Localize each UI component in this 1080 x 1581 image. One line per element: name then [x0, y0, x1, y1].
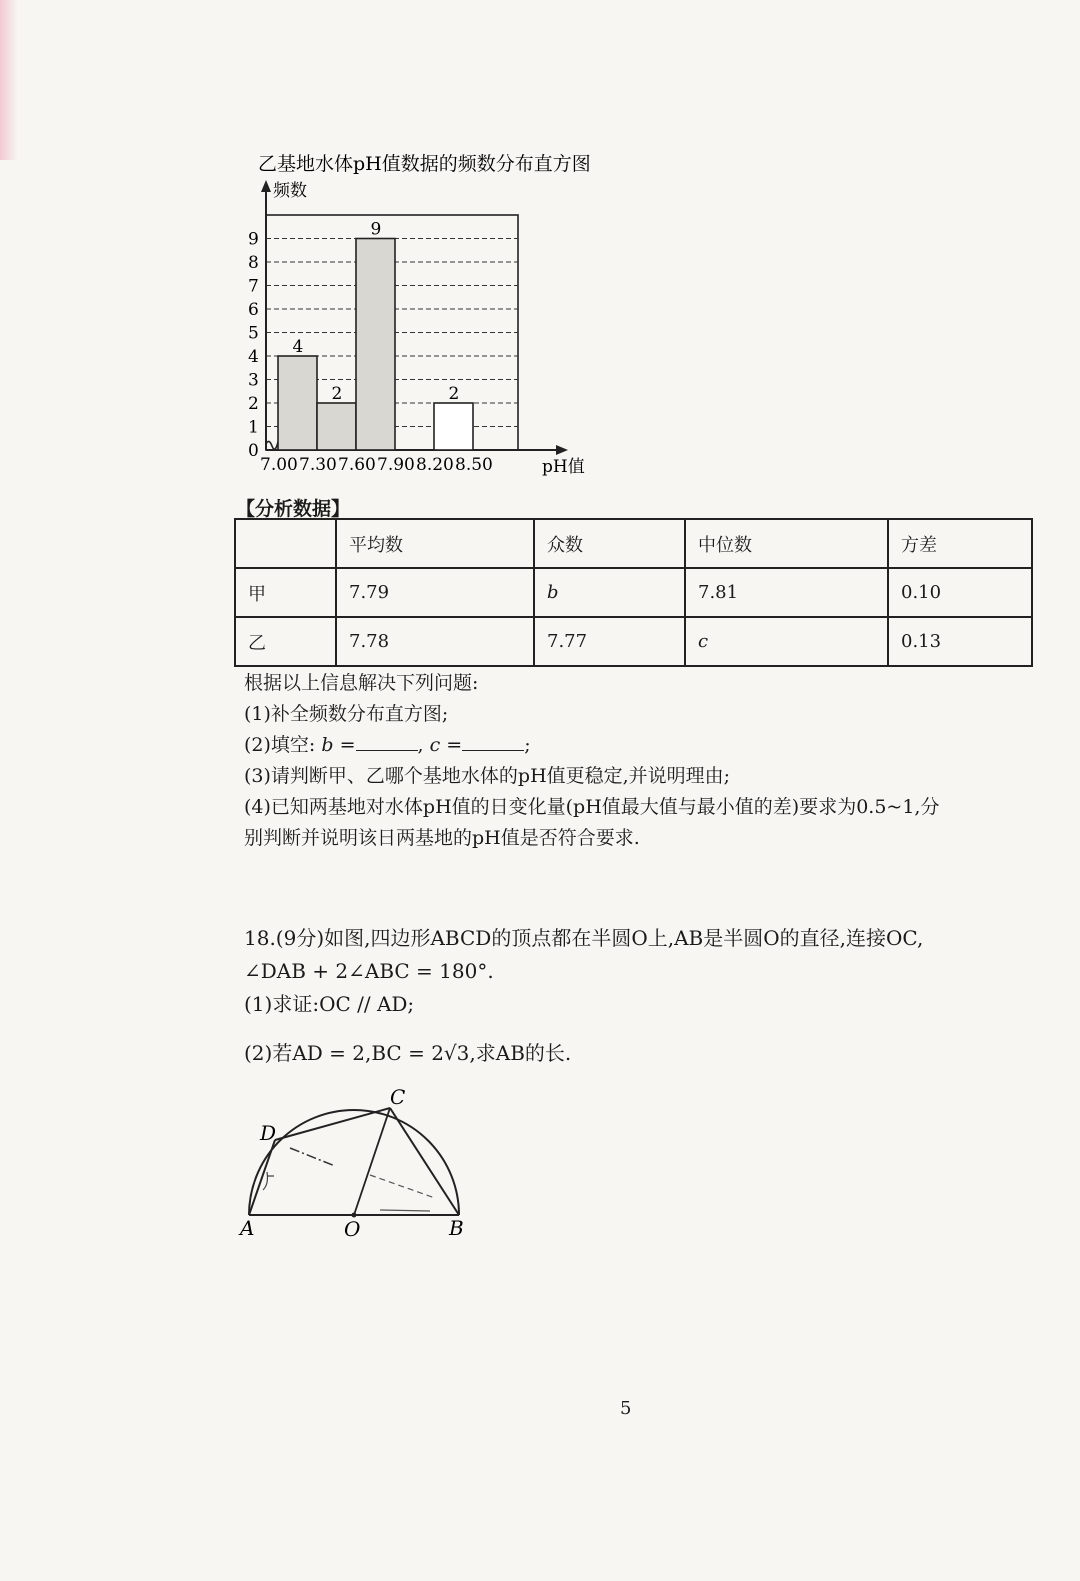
table-cell: 0.13 — [888, 617, 1032, 666]
x-tick-label: 8.50 — [455, 455, 493, 475]
y-tick-label: 2 — [248, 394, 259, 414]
q18-part2: (2)若AD = 2,BC = 2√3,求AB的长. — [244, 1041, 572, 1065]
y-tick-label: 3 — [248, 370, 259, 391]
table-header-row — [235, 519, 1032, 568]
pencil-mark — [263, 1172, 274, 1190]
y-tick-label: 7 — [248, 276, 259, 297]
bar-value-label: 9 — [370, 219, 382, 240]
questions-intro: 根据以上信息解决下列问题: — [244, 672, 479, 694]
table-cell: 7.79 — [336, 568, 534, 617]
histogram-chart — [236, 150, 616, 485]
table-row — [235, 568, 1032, 617]
question-2: (2)填空: b = , c = ; — [244, 734, 531, 756]
x-tick-label: 8.20 — [416, 455, 454, 475]
label-b: B — [449, 1216, 464, 1240]
semicircle-figure — [230, 1080, 490, 1250]
answer-blank-c — [462, 732, 524, 751]
bar-value-label: 4 — [292, 337, 304, 357]
question-2-prefix: (2)填空: — [244, 734, 316, 756]
question-4-line1: (4)已知两基地对水体pH值的日变化量(pH值最大值与最小值的差)要求为0.5~1,分 — [244, 796, 940, 818]
y-tick-label: 6 — [248, 300, 259, 320]
histogram-bar — [356, 239, 395, 451]
y-tick-label: 1 — [248, 417, 259, 438]
y-tick-label: 8 — [248, 253, 259, 273]
table-header: 中位数 — [685, 519, 888, 568]
x-axis-label: pH值 — [542, 457, 585, 477]
segment-ad — [249, 1140, 275, 1215]
y-tick-label: 5 — [248, 323, 259, 344]
histogram-bar — [278, 356, 317, 450]
question-1: (1)补全频数分布直方图; — [244, 703, 449, 725]
questions-block — [244, 668, 1024, 854]
x-tick-label: 7.00 — [260, 455, 298, 475]
label-c: C — [390, 1085, 406, 1109]
answer-blank-b — [356, 732, 418, 751]
y-tick-label: 0 — [248, 441, 259, 461]
x-tick-label: 7.60 — [338, 455, 376, 475]
table-header: 方差 — [888, 519, 1032, 568]
q18-line2: ∠DAB + 2∠ABC = 180°. — [244, 959, 494, 983]
chart-title: 乙基地水体pH值数据的频数分布直方图 — [258, 153, 591, 175]
y-axis-label: 频数 — [273, 181, 307, 201]
question-3: (3)请判断甲、乙哪个基地水体的pH值更稳定,并说明理由; — [244, 765, 731, 787]
label-o: O — [344, 1217, 361, 1241]
semicircle-arc — [249, 1110, 459, 1215]
table-cell: 乙 — [235, 617, 336, 666]
table-cell: 7.77 — [534, 617, 685, 666]
pencil-mark — [290, 1148, 335, 1166]
y-axis-arrow — [261, 180, 271, 192]
edge-mark — [0, 0, 18, 160]
label-d: D — [260, 1121, 277, 1145]
table-header: 平均数 — [336, 519, 534, 568]
question-18 — [244, 922, 1044, 1070]
question-2-b: b = — [321, 734, 356, 756]
table-cell: 7.78 — [336, 617, 534, 666]
axis-break — [266, 441, 278, 450]
segment-oc — [354, 1108, 390, 1215]
bar-value-label: 2 — [448, 384, 460, 404]
table-row — [235, 617, 1032, 666]
question-2-c: c = — [429, 734, 463, 756]
table-header — [235, 519, 336, 568]
bar-value-label: 2 — [331, 384, 343, 404]
analysis-table — [234, 518, 1033, 667]
table-cell: c — [685, 617, 888, 666]
table-cell: 0.10 — [888, 568, 1032, 617]
table-header: 众数 — [534, 519, 685, 568]
page-number: 5 — [620, 1398, 632, 1419]
pencil-mark — [380, 1210, 430, 1211]
histogram-bar — [434, 403, 473, 450]
analysis-title: 【分析数据】 — [236, 498, 351, 520]
label-a: A — [240, 1216, 255, 1240]
table-cell: b — [534, 568, 685, 617]
segment-cb — [390, 1108, 459, 1215]
y-tick-label: 9 — [248, 229, 259, 250]
y-tick-label: 4 — [248, 347, 259, 367]
x-axis-arrow — [556, 445, 568, 455]
q18-part1: (1)求证:OC // AD; — [244, 992, 415, 1016]
histogram-bar — [317, 403, 356, 450]
table-cell: 7.81 — [685, 568, 888, 617]
question-4-line2: 别判断并说明该日两基地的pH值是否符合要求. — [244, 827, 640, 849]
x-tick-label: 7.30 — [299, 455, 337, 475]
q18-line1: 18.(9分)如图,四边形ABCD的顶点都在半圆O上,AB是半圆O的直径,连接OC, — [244, 926, 924, 950]
x-tick-label: 7.90 — [377, 455, 415, 475]
pencil-mark — [370, 1175, 435, 1198]
table-cell: 甲 — [235, 568, 336, 617]
